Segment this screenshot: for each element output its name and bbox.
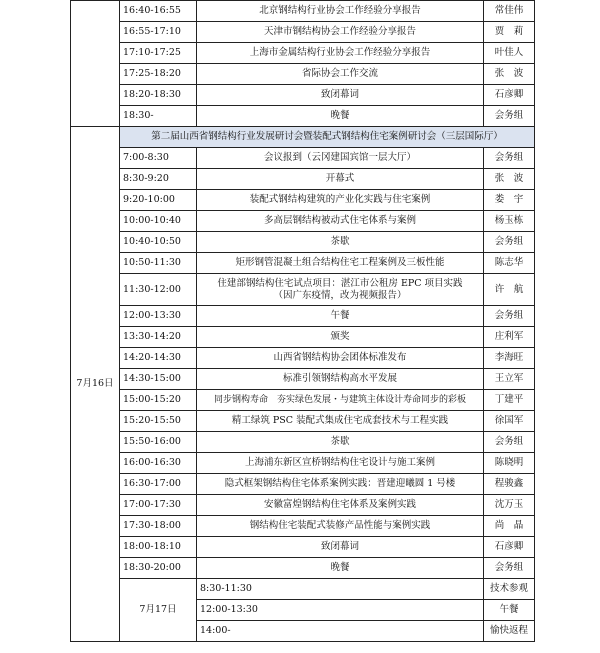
time-cell: 10:00-10:40 (120, 211, 197, 232)
topic-cell: 愉快返程 (484, 621, 535, 642)
table-row (71, 1, 535, 22)
topic-cell: 标准引领钢结构高水平发展 (197, 369, 484, 390)
time-cell: 16:40-16:55 (120, 1, 197, 22)
speaker-cell: 丁建平 (484, 390, 535, 411)
table-row (71, 253, 535, 274)
speaker-cell: 程骏鑫 (484, 474, 535, 495)
topic-cell: 多高层钢结构被动式住宅体系与案例 (197, 211, 484, 232)
topic-cell (197, 274, 484, 306)
table-row-epc (71, 274, 535, 306)
topic-cell: 午餐 (197, 306, 484, 327)
speaker-cell: 会务组 (484, 106, 535, 127)
time-cell: 18:30-20:00 (120, 558, 197, 579)
table-row (71, 85, 535, 106)
speaker-cell: 会务组 (484, 232, 535, 253)
time-cell: 17:00-17:30 (120, 495, 197, 516)
time-cell: 15:50-16:00 (120, 432, 197, 453)
date-cell-0716: 7月16日 (71, 127, 120, 642)
speaker-cell: 张 波 (484, 169, 535, 190)
time-cell: 14:00- (197, 621, 484, 642)
speaker-cell: 娄 宇 (484, 190, 535, 211)
speaker-cell: 会务组 (484, 432, 535, 453)
time-cell: 10:40-10:50 (120, 232, 197, 253)
speaker-cell: 石彦卿 (484, 537, 535, 558)
table-row (71, 64, 535, 85)
table-row (71, 327, 535, 348)
topic-line-2: （因广东疫情，改为视频报告） (273, 289, 407, 301)
time-cell: 7:00-8:30 (120, 148, 197, 169)
topic-cell: 晚餐 (197, 558, 484, 579)
topic-cell: 矩形钢管混凝土组合结构住宅工程案例及三板性能 (197, 253, 484, 274)
table-row (71, 232, 535, 253)
table-row (71, 495, 535, 516)
time-cell: 11:30-12:00 (120, 274, 197, 306)
topic-cell: 精工绿筑 PSC 装配式集成住宅成套技术与工程实践 (197, 411, 484, 432)
topic-cell: 省际协会工作交流 (197, 64, 484, 85)
speaker-cell: 会务组 (484, 148, 535, 169)
time-cell: 17:30-18:00 (120, 516, 197, 537)
speaker-cell: 常佳伟 (484, 1, 535, 22)
time-cell: 17:25-18:20 (120, 64, 197, 85)
table-row (71, 148, 535, 169)
time-cell: 18:20-18:30 (120, 85, 197, 106)
time-cell: 18:00-18:10 (120, 537, 197, 558)
table-row (71, 190, 535, 211)
topic-cell: 天津市钢结构协会工作经验分享报告 (197, 22, 484, 43)
time-cell: 13:30-14:20 (120, 327, 197, 348)
time-cell: 12:00-13:30 (120, 306, 197, 327)
topic-cell: 钢结构住宅装配式装修产品性能与案例实践 (197, 516, 484, 537)
table-row (71, 390, 535, 411)
speaker-cell: 陈晓明 (484, 453, 535, 474)
table-row (71, 474, 535, 495)
table-row (71, 411, 535, 432)
table-row (71, 43, 535, 64)
time-cell: 14:30-15:00 (120, 369, 197, 390)
topic-cell: 开幕式 (197, 169, 484, 190)
speaker-cell: 会务组 (484, 558, 535, 579)
table-row (71, 516, 535, 537)
time-cell: 16:55-17:10 (120, 22, 197, 43)
time-cell: 8:30-9:20 (120, 169, 197, 190)
topic-cell: 上海市金属结构行业协会工作经验分享报告 (197, 43, 484, 64)
speaker-cell: 叶佳人 (484, 43, 535, 64)
speaker-cell: 李海旺 (484, 348, 535, 369)
table-row (71, 453, 535, 474)
speaker-cell: 石彦卿 (484, 85, 535, 106)
speaker-cell: 会务组 (484, 306, 535, 327)
speaker-cell: 沈万玉 (484, 495, 535, 516)
table-row (71, 211, 535, 232)
time-cell: 16:30-17:00 (120, 474, 197, 495)
table-row (71, 106, 535, 127)
table-row (71, 348, 535, 369)
speaker-cell: 王立军 (484, 369, 535, 390)
time-cell: 8:30-11:30 (197, 579, 484, 600)
section-row (71, 127, 535, 148)
topic-cell: 会议报到（云冈建国宾馆一层大厅） (197, 148, 484, 169)
table-row (71, 432, 535, 453)
speaker-cell: 徐国军 (484, 411, 535, 432)
topic-cell: 晚餐 (197, 106, 484, 127)
topic-line-1: 住建部钢结构住宅试点项目：湛江市公租房 EPC 项目实践 (217, 277, 463, 289)
topic-cell: 午餐 (484, 600, 535, 621)
topic-cell: 同步钢构寿命 夯实绿色发展・与建筑主体设计寿命同步的彩板 (197, 390, 484, 411)
topic-cell: 北京钢结构行业协会工作经验分享报告 (197, 1, 484, 22)
topic-cell: 颁奖 (197, 327, 484, 348)
time-cell: 15:00-15:20 (120, 390, 197, 411)
time-cell: 18:30- (120, 106, 197, 127)
date-cell-blank (71, 1, 120, 127)
table-row (71, 579, 535, 600)
table-row (71, 306, 535, 327)
time-cell: 9:20-10:00 (120, 190, 197, 211)
time-cell: 16:00-16:30 (120, 453, 197, 474)
time-cell: 15:20-15:50 (120, 411, 197, 432)
speaker-cell: 尚 晶 (484, 516, 535, 537)
topic-cell: 茶歇 (197, 432, 484, 453)
schedule-body (71, 1, 535, 642)
topic-cell: 装配式钢结构建筑的产业化实践与住宅案例 (197, 190, 484, 211)
table-row (71, 537, 535, 558)
topic-cell: 山西省钢结构协会团体标准发布 (197, 348, 484, 369)
topic-cell: 致闭幕词 (197, 537, 484, 558)
table-row (71, 558, 535, 579)
topic-cell: 上海浦东新区宣桥钢结构住宅设计与施工案例 (197, 453, 484, 474)
speaker-cell: 贾 莉 (484, 22, 535, 43)
speaker-cell: 张 波 (484, 64, 535, 85)
topic-cell: 安徽富煌钢结构住宅体系及案例实践 (197, 495, 484, 516)
topic-cell: 隐式框架钢结构住宅体系案例实践：晋建迎曦圆 1 号楼 (197, 474, 484, 495)
speaker-cell: 杨玉栋 (484, 211, 535, 232)
topic-cell: 茶歇 (197, 232, 484, 253)
table-row (71, 169, 535, 190)
time-cell: 17:10-17:25 (120, 43, 197, 64)
schedule-table (70, 0, 535, 642)
time-cell: 12:00-13:30 (197, 600, 484, 621)
topic-cell: 技术参观 (484, 579, 535, 600)
speaker-cell: 庄利军 (484, 327, 535, 348)
time-cell: 14:20-14:30 (120, 348, 197, 369)
section-title: 第二届山西省钢结构行业发展研讨会暨装配式钢结构住宅案例研讨会（三层国际厅） (120, 127, 535, 148)
table-row (71, 369, 535, 390)
speaker-cell: 许 航 (484, 274, 535, 306)
speaker-cell: 陈志华 (484, 253, 535, 274)
table-row (71, 22, 535, 43)
date-cell-0717: 7月17日 (120, 579, 197, 642)
time-cell: 10:50-11:30 (120, 253, 197, 274)
topic-cell: 致闭幕词 (197, 85, 484, 106)
